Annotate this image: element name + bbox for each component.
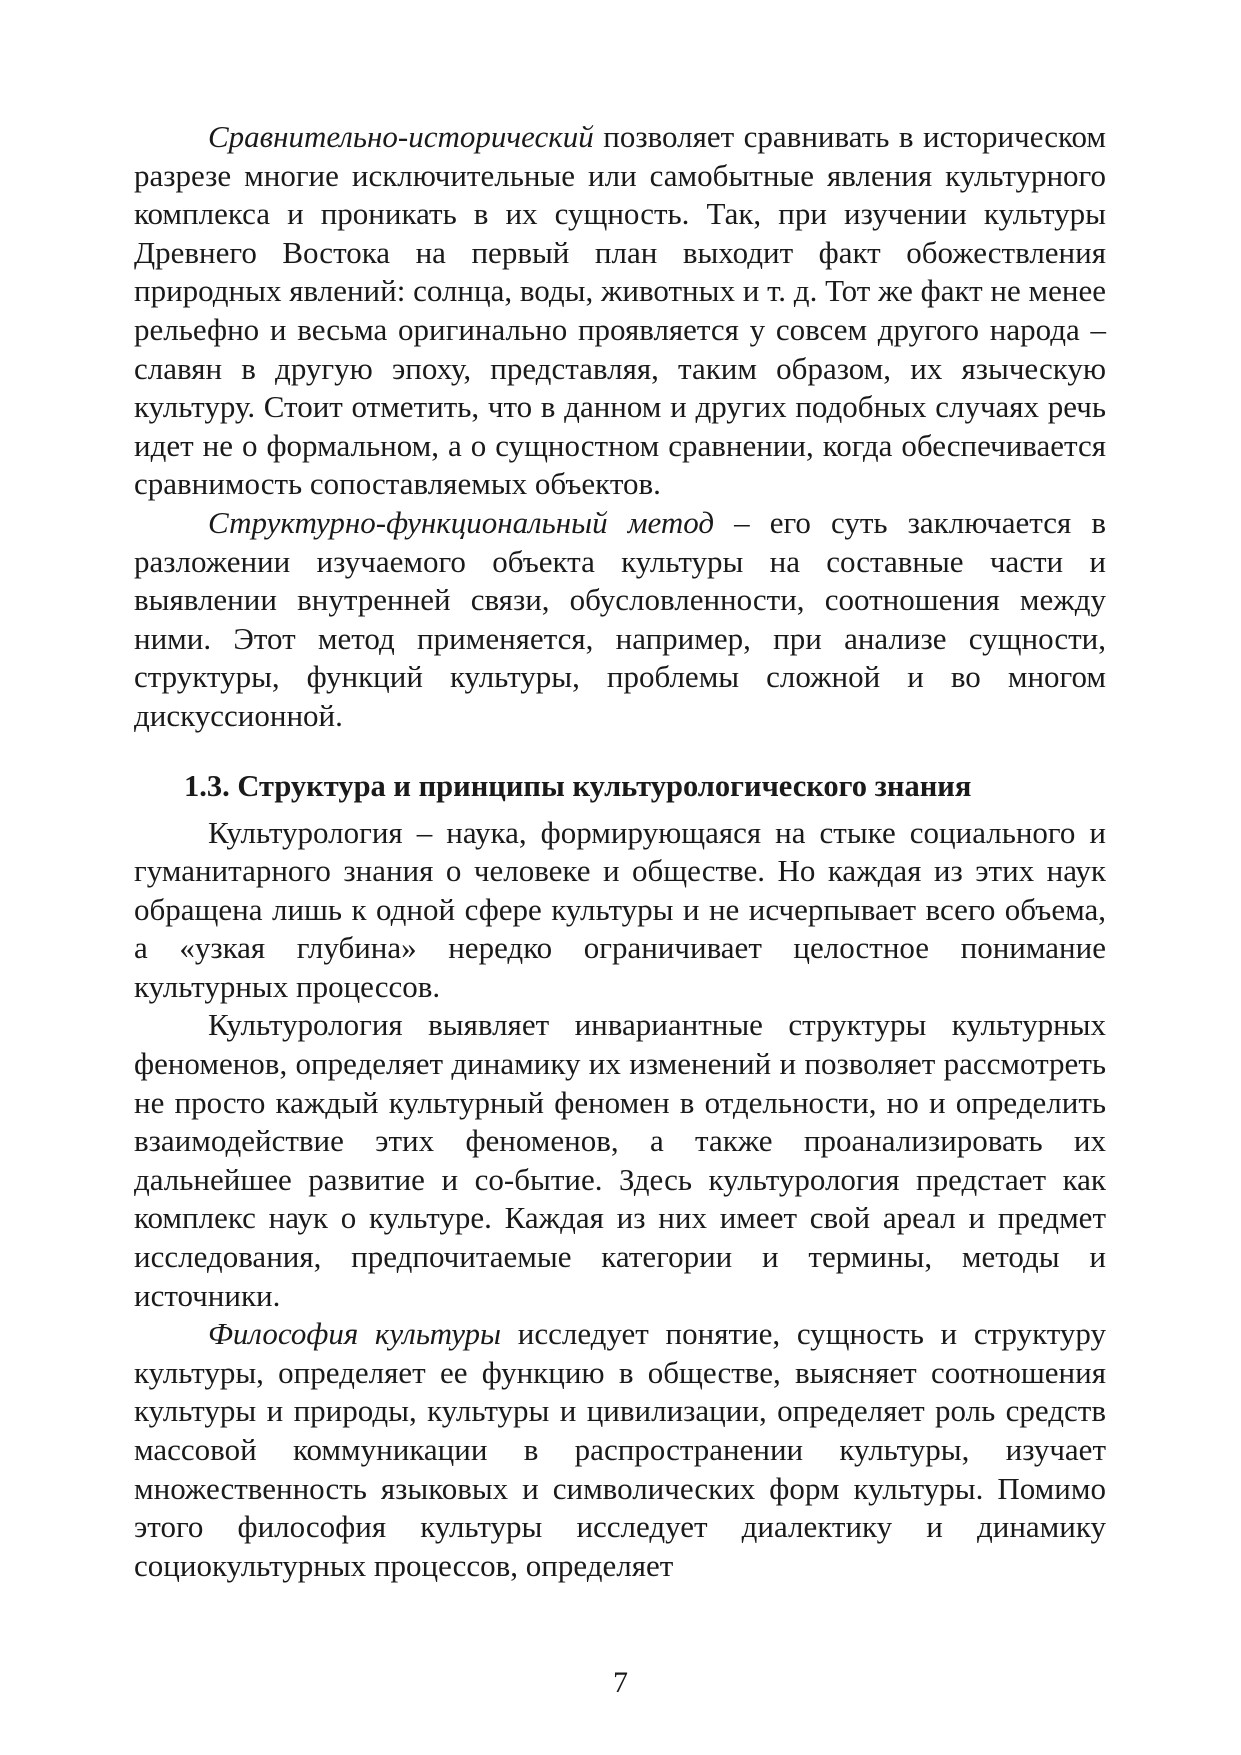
paragraph-culturology-intro — [134, 814, 1106, 1007]
paragraph-structural-functional — [134, 504, 1106, 736]
paragraph-culturology-structures — [134, 1006, 1106, 1315]
section-heading: 1.3. Структура и принципы культурологического знания — [184, 768, 972, 803]
paragraph-text: исследует понятие, сущность и структуру культуры, определяет ее функцию в обществе, выясняет соотношения культуры и природы, культуры и цивилизации, определяет роль средств массовой коммуникации в распространении культуры, изучает множественность языковых и символических форм культуры. Помимо этого философия культуры исследует диалектику и динамику социокультурных процессов, определяет — [134, 1316, 1106, 1583]
italic-term: Структурно-функциональный метод — [208, 504, 715, 540]
paragraph-text: позволяет сравнивать в историческом разрезе многие исключительные или самобытные явления культурного комплекса и проникать в их сущность. Так, при изучении культуры Древнего Востока на первый план выходит факт обожествления природных явлений: солнца, воды, животных и т. д. Тот же факт не менее рельефно и весьма оригинально проявляется у совсем другого народа – славян в другую эпоху, представляя, таким образом, их языческую культуру. Стоит отметить, что в данном и других подобных случаях речь идет не о формальном, а о сущностном сравнении, когда обеспечивается сравнимость сопоставляемых объектов. — [134, 119, 1106, 502]
paragraph-text: – его суть заключается в разложении изучаемого объекта культуры на составные части и выявлении внутренней связи, обусловленности, соотношения между ними. Этот метод применяется, например, при анализе сущности, структуры, функций культуры, проблемы сложной и во многом дискуссионной. — [134, 504, 1106, 733]
paragraph-text: Культурология – наука, формирующаяся на стыке социального и гуманитарного знания о человеке и обществе. Но каждая из этих наук обращена лишь к одной сфере культуры и не исчерпывает всего объема, а «узкая глубина» нередко ограничивает целостное понимание культурных процессов. — [134, 814, 1106, 1004]
italic-term: Философия культуры — [208, 1316, 502, 1352]
paragraph-philosophy-of-culture — [134, 1315, 1106, 1585]
italic-term: Сравнительно-исторический — [208, 119, 594, 154]
document-page — [134, 118, 1106, 1585]
paragraph-comparative-historical — [134, 118, 1106, 504]
page-number: 7 — [613, 1666, 628, 1699]
paragraph-text: Культурология выявляет инвариантные структуры культурных феноменов, определяет динамику их изменений и позволяет рассмотреть не просто каждый культурный феномен в отдельности, но и определить взаимодействие этих феноменов, а также проанализировать их дальнейшее развитие и со-бытие. Здесь культурология предстает как комплекс наук о культуре. Каждая из них имеет свой ареал и предмет исследования, предпочитаемые категории и термины, методы и источники. — [134, 1007, 1106, 1313]
